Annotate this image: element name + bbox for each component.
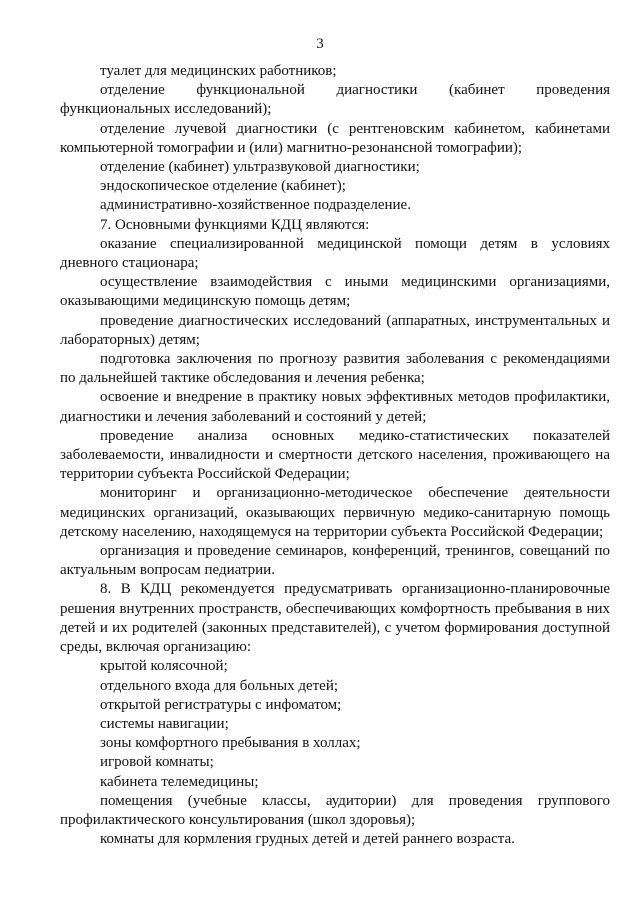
paragraph: оказание специализированной медицинской помощи детям в условиях дневного стационара;: [60, 235, 610, 272]
section-heading: 8. В КДЦ рекомендуется предусматривать организационно-планировочные решения внутренних пространств, обеспечивающих комфортность пребывания в них детей и их родителей (законных представителей), с учетом формирования доступной среды, включая организацию:: [60, 581, 610, 656]
body-text: [60, 62, 610, 849]
list-item: помещения (учебные классы, аудитории) для проведения группового профилактического консультирования (школ здоровья);: [60, 792, 610, 828]
list-item: зоны комфортного пребывания в холлах;: [100, 735, 361, 752]
list-item: игровой комнаты;: [100, 754, 214, 771]
paragraph: мониторинг и организационно-методическое обеспечение деятельности медицинских организаций, оказывающих первичную медико-санитарную помощь детскому населению, находящемуся на территории субъекта Российской Федерации;: [60, 485, 610, 540]
paragraph: туалет для медицинских работников;: [100, 63, 337, 79]
paragraph: отделение лучевой диагностики (с рентгеновским кабинетом, кабинетами компьютерной томографии и (или) магнитно-резонансной томографии);: [60, 120, 610, 156]
list-item: открытой регистратуры с инфоматом;: [100, 696, 342, 713]
paragraph: отделение (кабинет) ультразвуковой диагностики;: [100, 159, 420, 176]
paragraph: административно-хозяйственное подразделение.: [100, 197, 411, 214]
paragraph: организация и проведение семинаров, конференций, тренингов, совещаний по актуальным вопросам педиатрии.: [60, 543, 610, 579]
list-item: крытой колясочной;: [100, 658, 228, 675]
paragraph: проведение диагностических исследований (аппаратных, инструментальных и лабораторных) детям;: [60, 312, 610, 348]
paragraph: проведение анализа основных медико-статистических показателей заболеваемости, инвалидности и смертности детского населения, проживающего на территории субъекта Российской Федерации;: [60, 427, 610, 483]
list-item: отдельного входа для больных детей;: [100, 677, 339, 694]
list-item: комнаты для кормления грудных детей и детей раннего возраста.: [100, 831, 515, 848]
section-heading: 7. Основными функциями КДЦ являются:: [100, 216, 370, 233]
paragraph: осуществление взаимодействия с иными медицинскими организациями, оказывающими медицинскую помощь детям;: [60, 274, 610, 310]
paragraph: отделение функциональной диагностики (кабинет проведения функциональных исследований);: [60, 82, 610, 118]
paragraph: подготовка заключения по прогнозу развития заболевания с рекомендациями по дальнейшей тактике обследования и лечения ребенка;: [60, 351, 610, 387]
paragraph: освоение и внедрение в практику новых эффективных методов профилактики, диагностики и лечения заболеваний и состояний у детей;: [60, 389, 610, 425]
paragraph: эндоскопическое отделение (кабинет);: [100, 178, 346, 195]
list-item: системы навигации;: [100, 715, 229, 732]
page-number: 3: [316, 36, 324, 52]
list-item: кабинета телемедицины;: [100, 773, 259, 790]
